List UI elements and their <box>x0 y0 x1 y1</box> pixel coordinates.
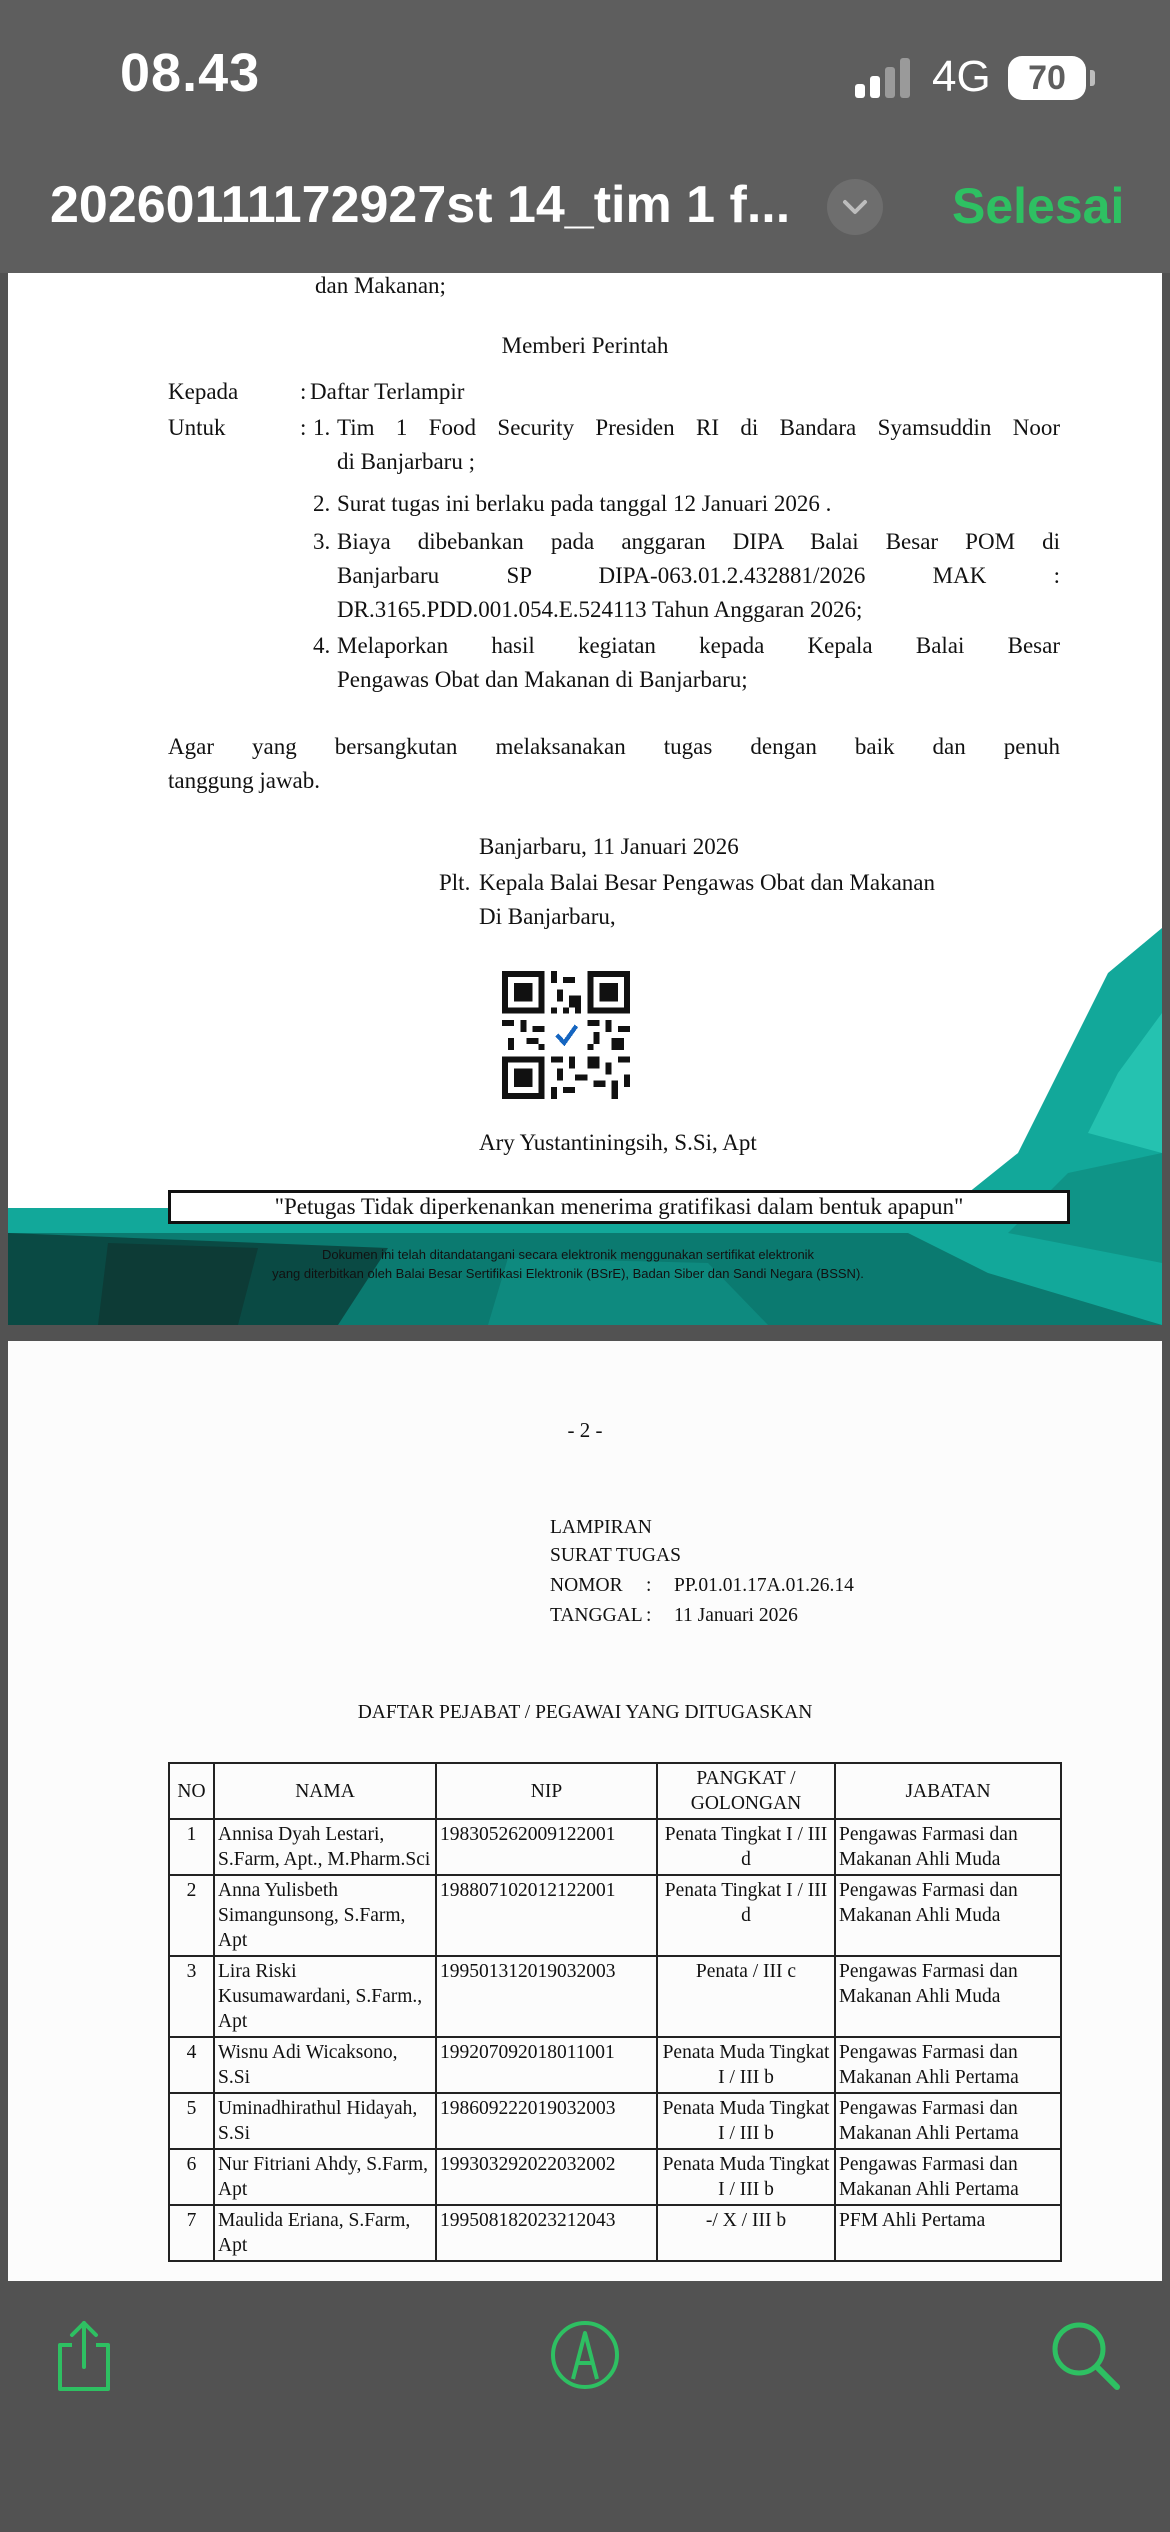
item-line: di Banjarbaru ; <box>337 449 475 474</box>
table-row <box>169 2093 1061 2149</box>
item-line: Banjarbaru SP DIPA-063.01.2.432881/2026 MAK : <box>337 563 1060 588</box>
nomor-value: PP.01.01.17A.01.26.14 <box>674 1575 854 1596</box>
signer-title: Kepala Balai Besar Pengawas Obat dan Makanan <box>479 870 936 895</box>
document-page-1[interactable] <box>8 273 1162 1325</box>
row-no: 6 <box>169 2149 214 2205</box>
row-nip: 198305262009122001 <box>436 1819 657 1875</box>
esign-line: Dokumen ini telah ditandatangani secara elektronik menggunakan sertifikat elektronik <box>321 1247 815 1262</box>
row-jabatan: PFM Ahli Pertama <box>835 2205 1061 2261</box>
row-pangkat: Penata Tingkat I / III d <box>657 1875 835 1956</box>
row-pangkat: Penata / III c <box>657 1956 835 2037</box>
table-row <box>169 2205 1061 2261</box>
row-nip: 199303292022032002 <box>436 2149 657 2205</box>
untuk-label: Untuk <box>168 415 226 440</box>
place-date: Banjarbaru, 11 Januari 2026 <box>479 834 739 859</box>
network-type: 4G <box>932 52 991 101</box>
row-pangkat: Penata Muda Tingkat I / III b <box>657 2093 835 2149</box>
search-icon[interactable] <box>1045 2315 1125 2395</box>
tanggal-value: 11 Januari 2026 <box>674 1605 798 1626</box>
item-line: DR.3165.PDD.001.054.E.524113 Tahun Anggaran 2026; <box>337 597 863 622</box>
row-pangkat: Penata Muda Tingkat I / III b <box>657 2149 835 2205</box>
row-jabatan: Pengawas Farmasi dan Makanan Ahli Muda <box>835 1875 1061 1956</box>
row-pangkat: Penata Tingkat I / III d <box>657 1819 835 1875</box>
item-line: Tim 1 Food Security Presiden RI di Bandara Syamsuddin Noor <box>337 415 1060 440</box>
chevron-down-icon <box>827 179 883 235</box>
row-jabatan: Pengawas Farmasi dan Makanan Ahli Muda <box>835 1819 1061 1875</box>
row-nama: Nur Fitriani Ahdy, S.Farm, Apt <box>214 2149 436 2205</box>
table-row <box>169 2037 1061 2093</box>
row-pangkat: -/ X / III b <box>657 2205 835 2261</box>
row-nama: Lira Riski Kusumawardani, S.Farm., Apt <box>214 1956 436 2037</box>
nomor-separator: : <box>646 1575 652 1596</box>
item-line: Biaya dibebankan pada anggaran DIPA Balai Besar POM di <box>337 529 1060 554</box>
signer-name: Ary Yustantiningsih, S.Si, Apt <box>479 1130 757 1155</box>
item-line: Pengawas Obat dan Makanan di Banjarbaru; <box>337 667 748 692</box>
column-header: NIP <box>436 1763 657 1819</box>
cut-off-line: dan Makanan; <box>315 273 446 298</box>
battery-icon: 70 <box>1008 56 1086 100</box>
column-header: NO <box>169 1763 214 1819</box>
row-no: 7 <box>169 2205 214 2261</box>
table-row <box>169 1875 1061 1956</box>
page-number: - 2 - <box>567 1418 603 1442</box>
row-nama: Wisnu Adi Wicaksono, S.Si <box>214 2037 436 2093</box>
gratification-notice: "Petugas Tidak diperkenankan menerima gratifikasi dalam bentuk apapun" <box>168 1190 1070 1224</box>
item-number: 4. <box>313 633 331 658</box>
nav-bar <box>0 155 1170 273</box>
tanggal-label: TANGGAL <box>550 1605 643 1626</box>
row-pangkat: Penata Muda Tingkat I / III b <box>657 2037 835 2093</box>
lampiran-label: LAMPIRAN <box>550 1517 652 1538</box>
item-line: Surat tugas ini berlaku pada tanggal 12 Januari 2026 . <box>337 491 832 516</box>
document-page-2[interactable] <box>8 1341 1162 2281</box>
kepada-label: Kepada <box>168 379 239 404</box>
row-no: 4 <box>169 2037 214 2093</box>
status-time: 08.43 <box>120 43 261 103</box>
table-header-row <box>169 1763 1061 1819</box>
row-nip: 199501312019032003 <box>436 1956 657 2037</box>
column-header: NAMA <box>214 1763 436 1819</box>
nomor-label: NOMOR <box>550 1575 623 1596</box>
esign-line: yang diterbitkan oleh Balai Besar Sertifikasi Elektronik (BSrE), Badan Siber dan Sandi Negara (BSSN). <box>272 1266 864 1281</box>
document-title[interactable]: 20260111172927st 14_tim 1 f... <box>50 176 791 234</box>
table-row <box>169 2149 1061 2205</box>
assignee-table <box>168 1762 1062 2262</box>
row-nama: Maulida Eriana, S.Farm, Apt <box>214 2205 436 2261</box>
untuk-colon: : <box>300 415 307 440</box>
row-jabatan: Pengawas Farmasi dan Makanan Ahli Pertama <box>835 2037 1061 2093</box>
column-header: JABATAN <box>835 1763 1061 1819</box>
row-no: 1 <box>169 1819 214 1875</box>
item-number: 3. <box>313 529 331 554</box>
title-dropdown-button[interactable] <box>827 179 883 235</box>
column-header: PANGKAT / GOLONGAN <box>657 1763 835 1819</box>
row-nip: 198609222019032003 <box>436 2093 657 2149</box>
signer-location: Di Banjarbaru, <box>479 904 616 929</box>
tanggal-separator: : <box>646 1605 652 1626</box>
list-title: DAFTAR PEJABAT / PEGAWAI YANG DITUGASKAN <box>357 1702 813 1723</box>
signal-strength-icon <box>855 58 915 98</box>
row-nama: Anna Yulisbeth Simangunsong, S.Farm, Apt <box>214 1875 436 1956</box>
row-jabatan: Pengawas Farmasi dan Makanan Ahli Pertama <box>835 2149 1061 2205</box>
status-bar <box>0 0 1170 155</box>
markup-icon[interactable] <box>545 2315 625 2395</box>
row-no: 2 <box>169 1875 214 1956</box>
closing-line: tanggung jawab. <box>168 768 321 793</box>
plt-label: Plt. <box>439 870 471 895</box>
done-button[interactable]: Selesai <box>952 178 1125 234</box>
kepada-colon: : <box>300 379 307 404</box>
row-no: 3 <box>169 1956 214 2037</box>
kepada-value: Daftar Terlampir <box>310 379 465 404</box>
battery-tip <box>1090 70 1095 86</box>
row-nama: Uminadhirathul Hidayah, S.Si <box>214 2093 436 2149</box>
row-jabatan: Pengawas Farmasi dan Makanan Ahli Pertama <box>835 2093 1061 2149</box>
row-nama: Annisa Dyah Lestari, S.Farm, Apt., M.Pharm.Sci <box>214 1819 436 1875</box>
qr-code-signature <box>502 971 630 1099</box>
item-line: Melaporkan hasil kegiatan kepada Kepala Balai Besar <box>337 633 1060 658</box>
row-nip: 199207092018011001 <box>436 2037 657 2093</box>
share-icon[interactable] <box>44 2315 124 2395</box>
electronic-signature-note <box>158 1245 978 1283</box>
table-row <box>169 1819 1061 1875</box>
row-no: 5 <box>169 2093 214 2149</box>
bottom-toolbar <box>0 2281 1170 2532</box>
order-heading: Memberi Perintah <box>501 333 669 358</box>
row-nip: 199508182023212043 <box>436 2205 657 2261</box>
surat-tugas-label: SURAT TUGAS <box>550 1545 681 1566</box>
row-jabatan: Pengawas Farmasi dan Makanan Ahli Muda <box>835 1956 1061 2037</box>
item-number: 2. <box>313 491 331 516</box>
table-row <box>169 1956 1061 2037</box>
row-nip: 198807102012122001 <box>436 1875 657 1956</box>
closing-line: Agar yang bersangkutan melaksanakan tugas dengan baik dan penuh <box>168 734 1060 759</box>
item-number: 1. <box>313 415 331 440</box>
